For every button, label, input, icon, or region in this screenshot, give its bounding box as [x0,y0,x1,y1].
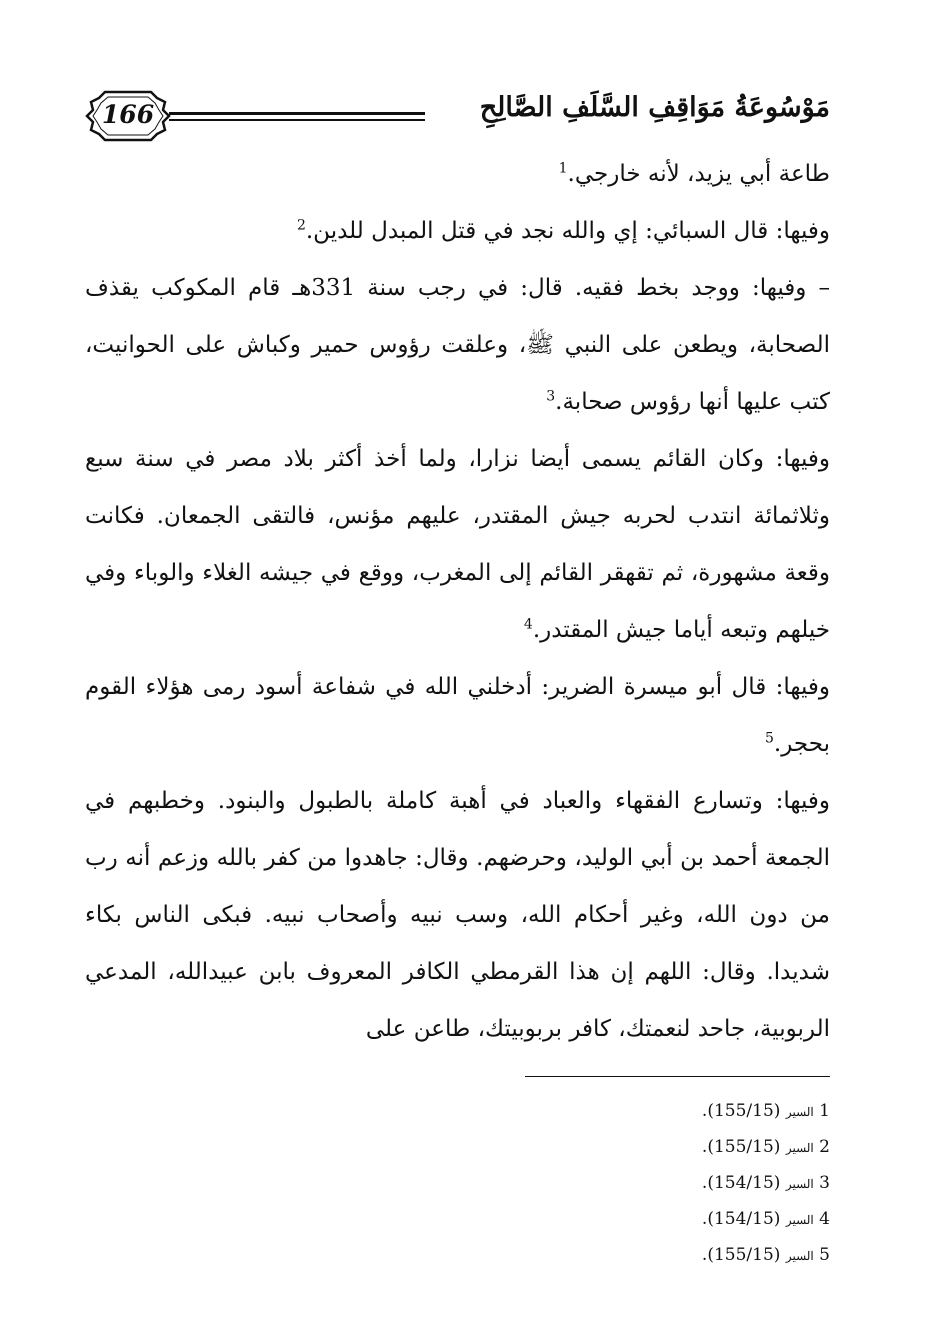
body-text [85,146,830,1058]
paragraph: وفيها: وتسارع الفقهاء والعباد في أهبة كاملة بالطبول والبنود. وخطبهم في الجمعة أحمد بن أبي الوليد، وحرضهم. وقال: جاهدوا من كفر بالله وزعم أنه رب من دون الله، وغير أحكام الله، وسب نبيه وأصحاب نبيه. فبكى الناس بكاء شديدا. وقال: اللهم إن هذا القرمطي الكافر المعروف بابن عبيدالله، المدعي الربوبية، جاحد لنعمتك، كافر بربوبيتك، طاعن على [85,788,830,1042]
series-title: مَوْسُوعَةُ مَوَاقِفِ السَّلَفِ الصَّالِحِ [479,92,830,123]
footnote-ref: 3 [546,388,556,405]
footnote-separator [525,1076,830,1077]
footnote-ref: 4 [523,616,533,633]
footnote: 2 السير (155/15). [701,1137,830,1157]
paragraph: طاعة أبي يزيد، لأنه خارجي.$^1$ [558,160,830,187]
footnote: 1 السير (155/15). [701,1101,830,1121]
footnote: 4 السير (154/15). [701,1209,830,1229]
paragraph: وفيها: قال السبائي: إي والله نجد في قتل المبدل للدين.$^2$ [296,217,830,244]
page-number: 166 [101,100,155,129]
page-header [85,88,830,144]
paragraph: وفيها: وكان القائم يسمى أيضا نزارا، ولما أخذ أكثر بلاد مصر في سنة سبع وثلاثمائة انتدب لحربه جيش المقتدر، عليهم مؤنس، فالتقى الجمعان. فكانت وقعة مشهورة، ثم تقهقر القائم إلى المغرب، ووقع في جيشه الغلاء والوباء وفي خيلهم وتبعه أياما جيش المقتدر.$^4$ [85,446,830,643]
footnote: 3 السير (154/15). [701,1173,830,1193]
footnote-ref: 1 [558,160,568,177]
page-number-badge [85,88,171,144]
paragraph: – وفيها: ووجد بخط فقيه. قال: في رجب سنة 331هـ قام المكوكب يقذف الصحابة، ويطعن على النبي ﷺ، وعلقت رؤوس حمير وكباش على الحوانيت، كتب عليها أنها رؤوس صحابة.$^3$ [85,275,830,415]
footnote: 5 السير (155/15). [701,1245,830,1265]
footnotes [525,1094,830,1274]
footnote-ref: 2 [296,217,306,234]
footnote-ref: 5 [764,730,774,747]
paragraph: وفيها: قال أبو ميسرة الضرير: أدخلني الله في شفاعة أسود رمى هؤلاء القوم بحجر.$^5$ [85,674,830,757]
header-rule [169,112,425,121]
